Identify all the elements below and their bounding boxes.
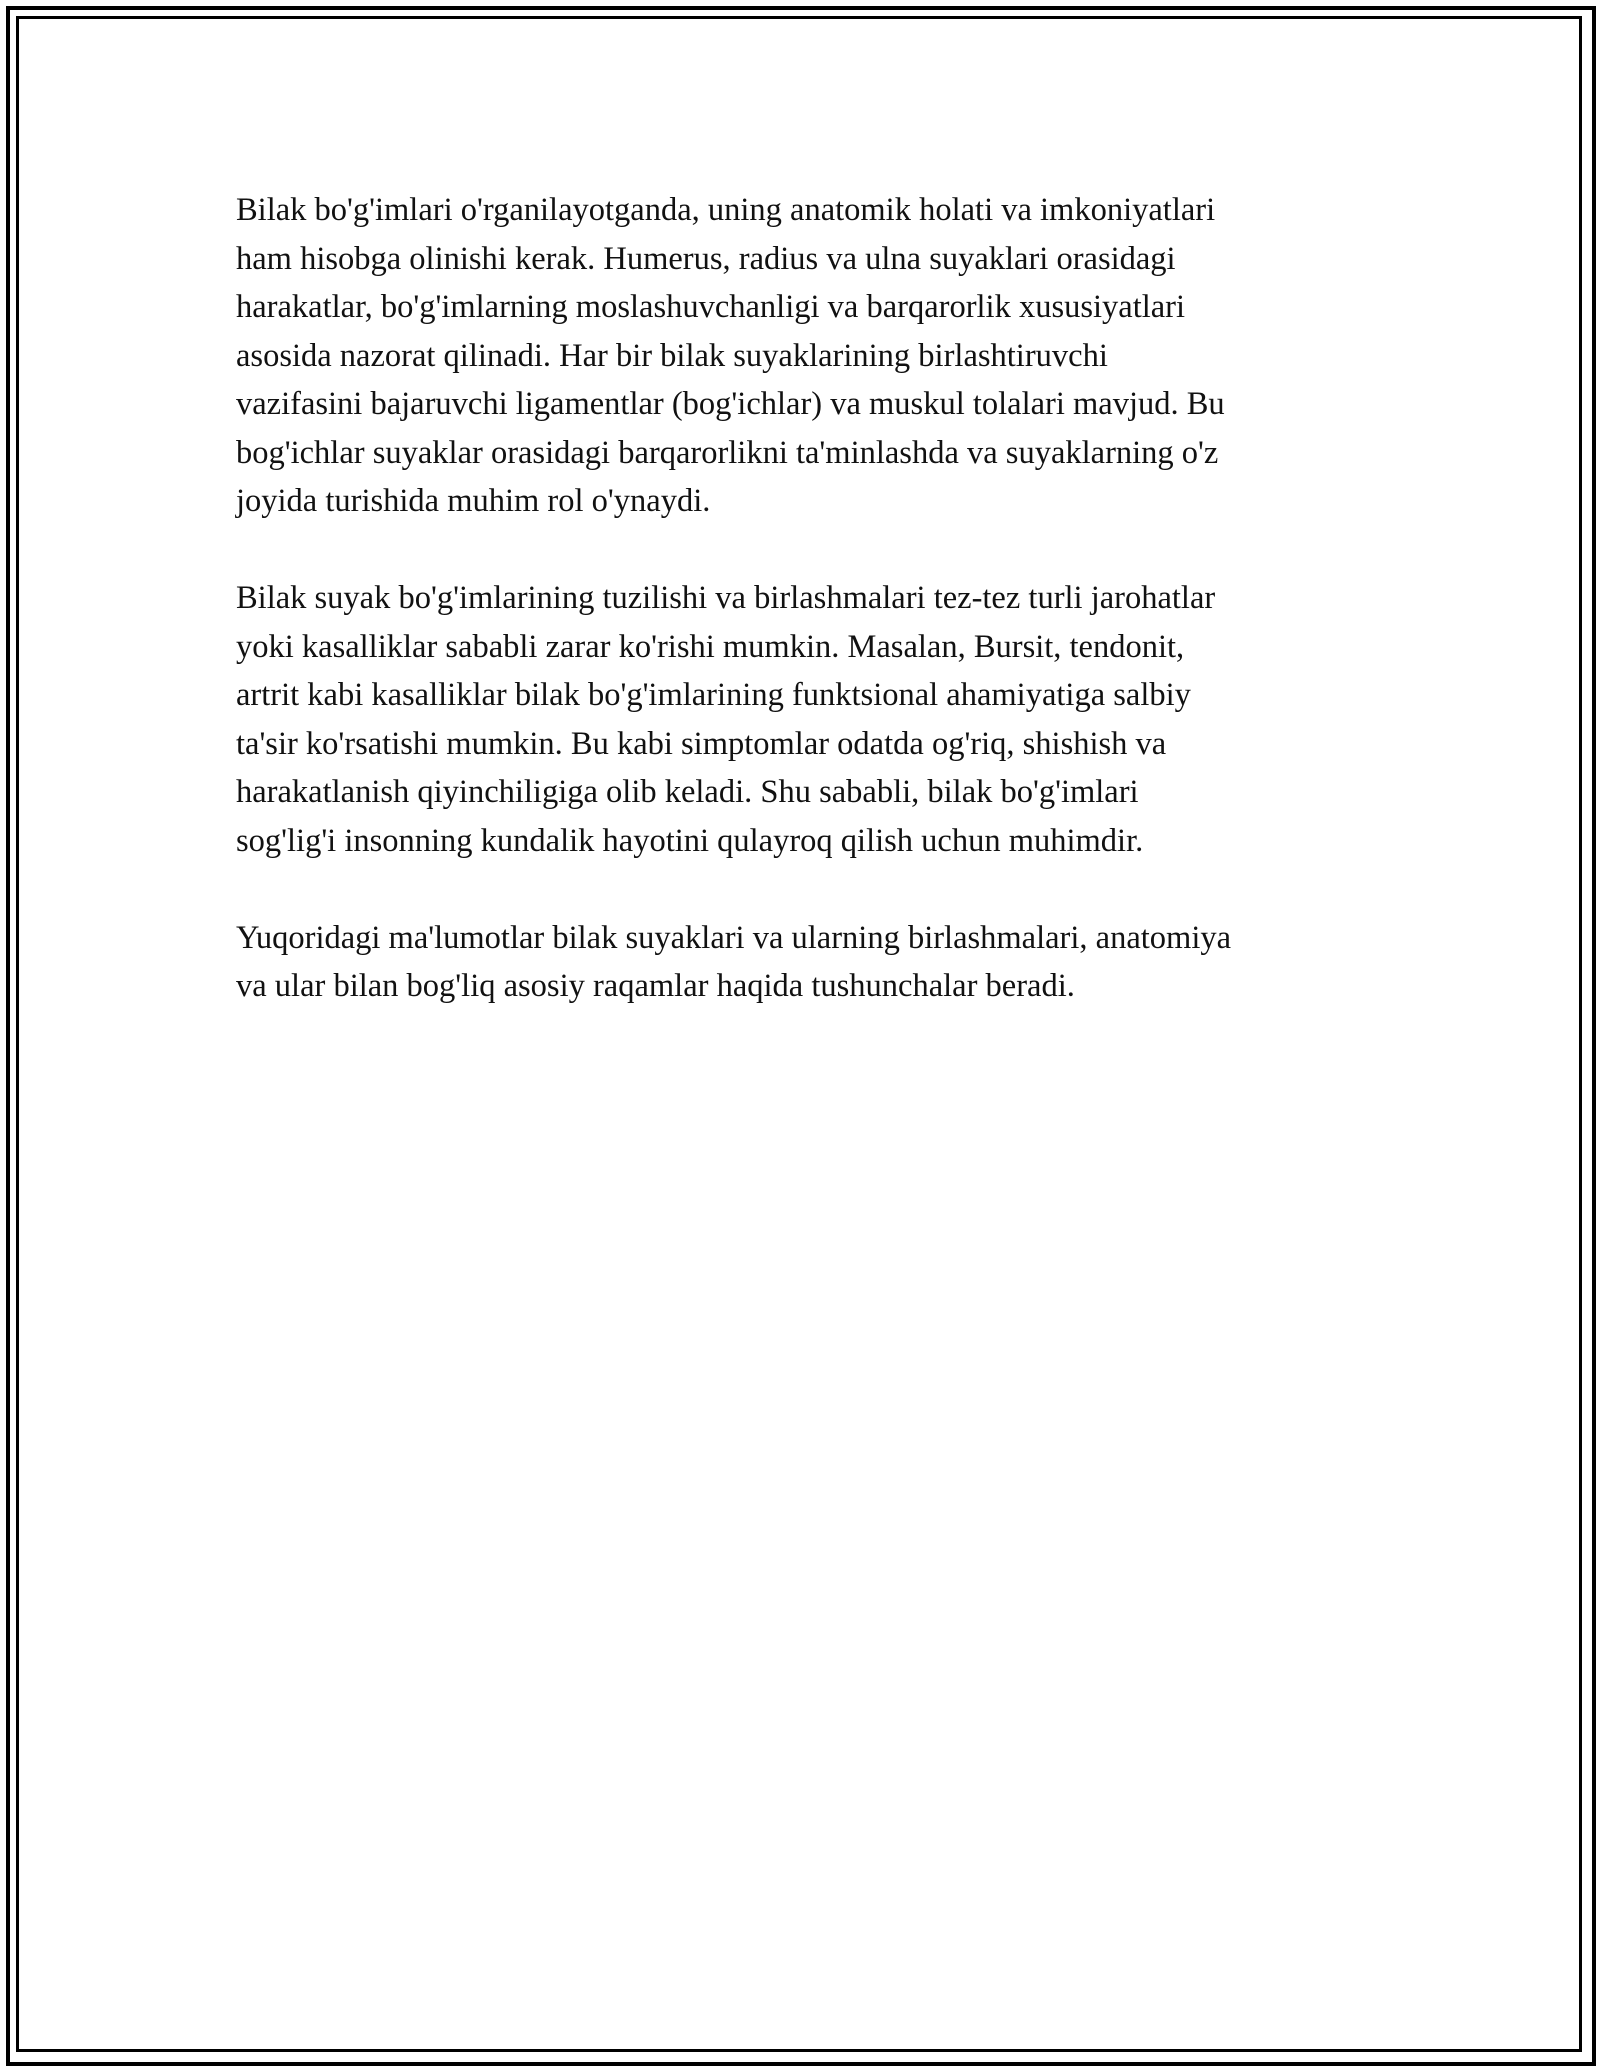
paragraph-3 <box>236 914 1376 1011</box>
paragraph-line: yoki kasalliklar sababli zarar ko'rishi mumkin. Masalan, Bursit, tendonit, <box>236 628 1185 665</box>
paragraph-line: Bilak bo'g'imlari o'rganilayotganda, uning anatomik holati va imkoniyatlari <box>236 192 1216 228</box>
paragraph-line: ta'sir ko'rsatishi mumkin. Bu kabi simptomlar odatda og'riq, shishish va <box>236 725 1167 762</box>
paragraph-line: va ular bilan bog'liq asosiy raqamlar haqida tushunchalar beradi. <box>236 968 1075 1004</box>
paragraph-line: harakatlar, bo'g'imlarning moslashuvchanligi va barqarorlik xususiyatlari <box>236 289 1186 325</box>
paragraph-2 <box>236 574 1376 865</box>
paragraph-line: artrit kabi kasalliklar bilak bo'g'imlarining funktsional ahamiyatiga salbiy <box>236 677 1191 713</box>
paragraph-line: sog'lig'i insonning kundalik hayotini qulayroq qilish uchun muhimdir. <box>236 822 1144 859</box>
paragraph-line: harakatlanish qiyinchiligiga olib keladi. Shu sababli, bilak bo'g'imlari <box>236 774 1139 810</box>
paragraph-line: ham hisobga olinishi kerak. Humerus, radius va ulna suyaklari orasidagi <box>236 240 1176 277</box>
paragraph-line: joyida turishida muhim rol o'ynaydi. <box>236 483 711 519</box>
paragraph-line: Bilak suyak bo'g'imlarining tuzilishi va birlashmalari tez-tez turli jarohatlar <box>236 580 1216 616</box>
document-body <box>236 186 1376 1059</box>
paragraph-1 <box>236 186 1376 526</box>
paragraph-line: Yuqoridagi ma'lumotlar bilak suyaklari va ularning birlashmalari, anatomiya <box>236 919 1232 956</box>
paragraph-line: bog'ichlar suyaklar orasidagi barqarorlikni ta'minlashda va suyaklarning o'z <box>236 434 1219 471</box>
paragraph-line: asosida nazorat qilinadi. Har bir bilak suyaklarining birlashtiruvchi <box>236 337 1108 374</box>
paragraph-line: vazifasini bajaruvchi ligamentlar (bog'ichlar) va muskul tolalari mavjud. Bu <box>236 386 1225 422</box>
